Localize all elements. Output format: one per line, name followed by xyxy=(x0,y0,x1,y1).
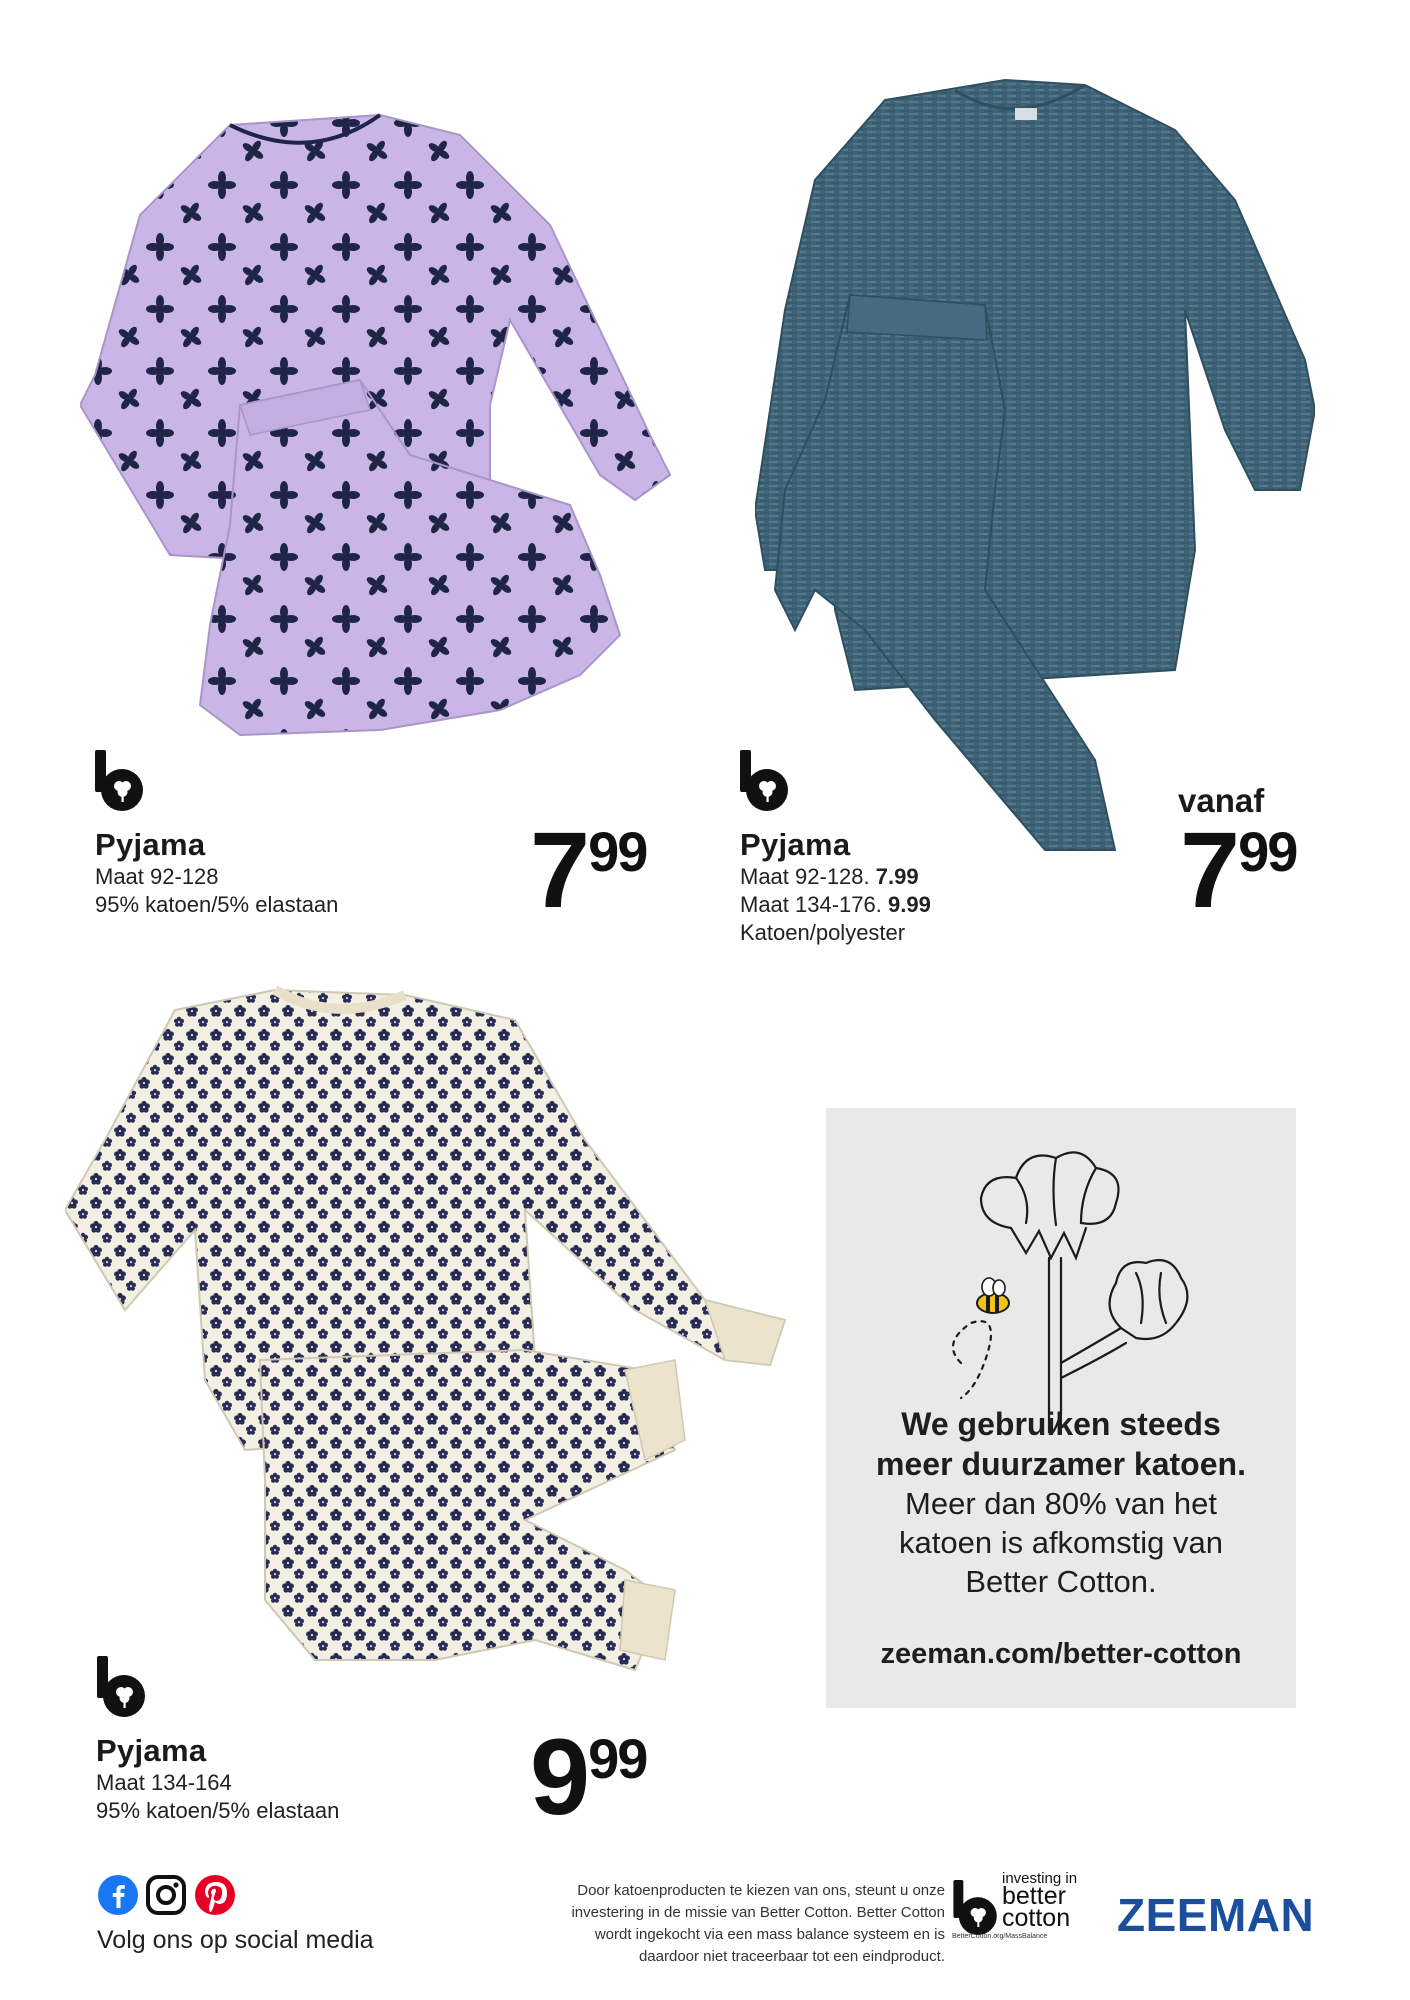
card-headline-line-2: meer duurzamer katoen. xyxy=(876,1446,1246,1482)
price-integer: 9 xyxy=(530,1716,585,1837)
better-cotton-info-card xyxy=(826,1108,1296,1708)
disclaimer-line: Door katoenproducten te kiezen van ons, steunt u onze xyxy=(577,1882,945,1899)
card-text-line-1: Meer dan 80% van het xyxy=(905,1486,1217,1521)
better-cotton-b-icon xyxy=(952,1880,1000,1936)
size-label: Maat 134-176. xyxy=(740,892,888,917)
disclaimer-line: daardoor niet traceerbaar tot een eindproduct. xyxy=(638,1948,945,1965)
size-price: 7.99 xyxy=(875,864,919,889)
product-3-title: Pyjama xyxy=(96,1733,207,1768)
price-decimals: 99 xyxy=(588,820,647,883)
cream-pyjama-image xyxy=(65,980,795,1680)
cotton-plant-illustration-icon xyxy=(931,1143,1191,1433)
facebook-icon[interactable] xyxy=(97,1874,139,1916)
product-1-price xyxy=(530,809,647,930)
card-headline-line-1: We gebruiken steeds xyxy=(901,1406,1221,1442)
product-3-size: Maat 134-164 xyxy=(96,1770,232,1795)
product-1-title: Pyjama xyxy=(95,827,206,862)
price-integer: 7 xyxy=(1180,809,1235,930)
logo-investing-text: investing in xyxy=(1002,1870,1078,1887)
better-cotton-link[interactable]: zeeman.com/better-cotton xyxy=(880,1638,1242,1670)
product-2-title: Pyjama xyxy=(740,827,851,862)
instagram-icon[interactable] xyxy=(145,1874,187,1916)
card-text-line-2: katoen is afkomstig van xyxy=(899,1525,1223,1560)
better-cotton-badge-icon xyxy=(97,1656,147,1718)
product-2-material: Katoen/polyester xyxy=(740,920,906,945)
price-integer: 7 xyxy=(530,809,585,930)
product-3-material: 95% katoen/5% elastaan xyxy=(96,1798,340,1823)
teal-pyjama-image xyxy=(755,70,1315,860)
price-decimals: 99 xyxy=(1238,820,1297,883)
product-1-size: Maat 92-128 xyxy=(95,864,219,889)
better-cotton-badge-icon xyxy=(740,750,790,812)
logo-better-text: better xyxy=(1002,1882,1066,1910)
product-3-price xyxy=(530,1716,647,1837)
card-text-line-3: Better Cotton. xyxy=(965,1564,1157,1599)
investing-in-better-cotton-logo xyxy=(952,1870,1100,1942)
better-cotton-badge-icon xyxy=(95,750,145,812)
product-2-size-large xyxy=(740,891,931,919)
product-2-size-small xyxy=(740,863,919,891)
social-media-label: Volg ons op social media xyxy=(97,1926,374,1954)
size-price: 9.99 xyxy=(887,892,931,917)
better-cotton-disclaimer xyxy=(520,1880,945,1968)
price-decimals: 99 xyxy=(588,1727,647,1790)
disclaimer-line: investering in de missie van Better Cotton. Better Cotton xyxy=(571,1904,945,1921)
logo-url-text: BetterCotton.org/MassBalance xyxy=(952,1933,1048,1940)
product-2-price-prefix: vanaf xyxy=(1178,782,1265,819)
pinterest-icon[interactable] xyxy=(194,1874,236,1916)
product-1-material: 95% katoen/5% elastaan xyxy=(95,892,339,917)
zeeman-logo: ZEEMAN xyxy=(1117,1889,1315,1941)
logo-cotton-text: cotton xyxy=(1002,1904,1071,1932)
disclaimer-line: wordt ingekocht via een mass balance systeem en is xyxy=(594,1926,945,1943)
lilac-pyjama-image xyxy=(80,105,700,755)
product-2-price xyxy=(1180,809,1297,930)
size-label: Maat 92-128. xyxy=(740,864,876,889)
